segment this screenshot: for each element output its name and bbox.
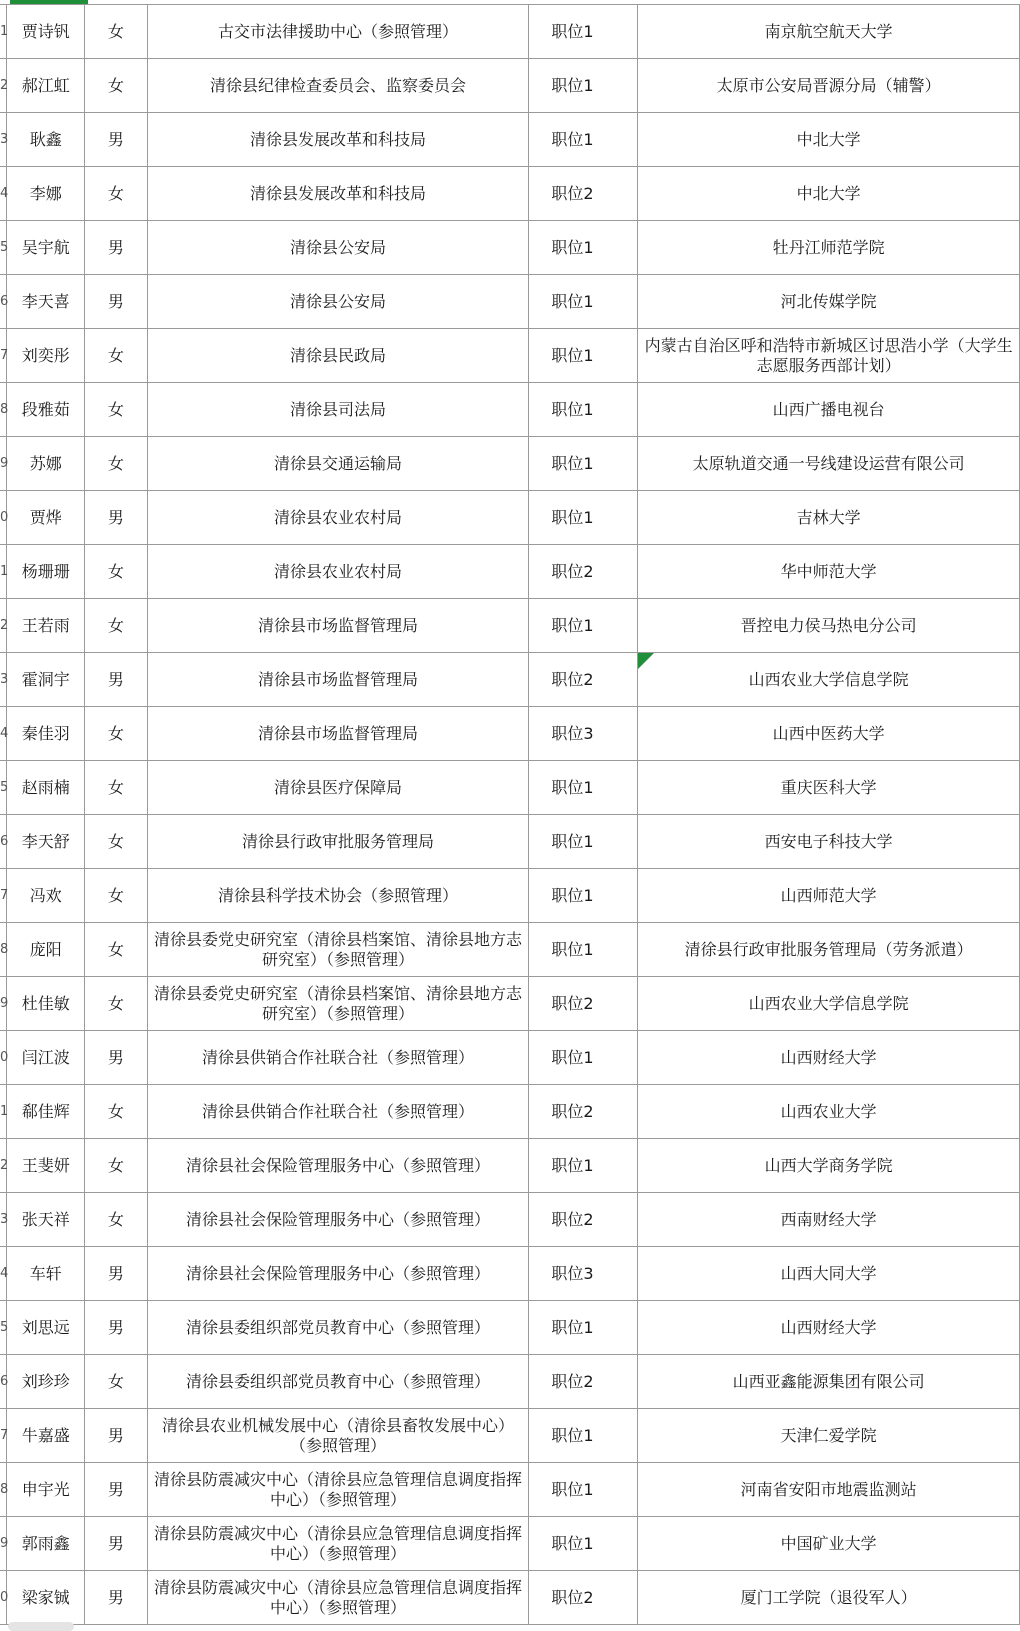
- position-cell[interactable]: 职位2: [529, 1355, 638, 1409]
- gender-cell[interactable]: 女: [85, 761, 147, 815]
- row-number-cell[interactable]: [0, 1355, 7, 1409]
- gender-cell[interactable]: 女: [85, 707, 147, 761]
- name-cell[interactable]: 李天舒: [7, 815, 85, 869]
- school-cell[interactable]: [638, 923, 1020, 977]
- unit-cell[interactable]: 清徐县市场监督管理局: [147, 653, 529, 707]
- table-row: [0, 5, 1020, 59]
- school-cell[interactable]: [638, 383, 1020, 437]
- position-cell[interactable]: 职位1: [529, 599, 638, 653]
- table-row: [0, 275, 1020, 329]
- position-cell[interactable]: 职位1: [529, 761, 638, 815]
- row-number: 8: [0, 1481, 9, 1497]
- school-text: 牡丹江师范学院: [772, 237, 885, 257]
- gender-cell[interactable]: 女: [85, 923, 147, 977]
- school-cell[interactable]: [638, 113, 1020, 167]
- school-text: 清徐县行政审批服务管理局（劳务派遣）: [684, 939, 973, 959]
- row-number: 8: [0, 401, 9, 417]
- gender-cell[interactable]: 男: [85, 1301, 147, 1355]
- unit-cell[interactable]: 清徐县司法局: [147, 383, 529, 437]
- name-cell[interactable]: 冯欢: [7, 869, 85, 923]
- name-cell[interactable]: 庞阳: [7, 923, 85, 977]
- name-cell[interactable]: 张天祥: [7, 1193, 85, 1247]
- school-cell[interactable]: [638, 275, 1020, 329]
- row-number: 1: [0, 1103, 9, 1119]
- school-cell[interactable]: [638, 1139, 1020, 1193]
- unit-cell[interactable]: 清徐县公安局: [147, 221, 529, 275]
- position-cell[interactable]: 职位1: [529, 815, 638, 869]
- gender-cell[interactable]: 男: [85, 653, 147, 707]
- school-cell[interactable]: [638, 5, 1020, 59]
- name-cell[interactable]: 吴宇航: [7, 221, 85, 275]
- unit-cell[interactable]: 清徐县防震减灾中心（清徐县应急管理信息调度指挥中心）（参照管理）: [147, 1571, 529, 1625]
- row-number-cell[interactable]: [0, 653, 7, 707]
- table-row: [0, 221, 1020, 275]
- school-text: 内蒙古自治区呼和浩特市新城区讨思浩小学（大学生志愿服务西部计划）: [644, 335, 1013, 375]
- table-row: [0, 491, 1020, 545]
- name-cell[interactable]: 梁家铖: [7, 1571, 85, 1625]
- unit-cell[interactable]: 清徐县委组织部党员教育中心（参照管理）: [147, 1355, 529, 1409]
- unit-cell[interactable]: 清徐县发展改革和科技局: [147, 167, 529, 221]
- name-cell[interactable]: 车轩: [7, 1247, 85, 1301]
- row-number: 5: [0, 779, 9, 795]
- row-number-cell[interactable]: [0, 167, 7, 221]
- position-cell[interactable]: 职位1: [529, 1301, 638, 1355]
- name-cell[interactable]: 郝江虹: [7, 59, 85, 113]
- table-row: [0, 923, 1020, 977]
- gender-cell[interactable]: 女: [85, 437, 147, 491]
- gender-cell[interactable]: 男: [85, 491, 147, 545]
- school-cell[interactable]: [638, 491, 1020, 545]
- position-cell[interactable]: 职位3: [529, 1247, 638, 1301]
- school-text: 山西师范大学: [780, 885, 877, 905]
- school-text: 山西大学商务学院: [764, 1155, 893, 1175]
- school-text: 西南财经大学: [780, 1209, 877, 1229]
- row-number-cell[interactable]: [0, 815, 7, 869]
- school-cell[interactable]: [638, 1409, 1020, 1463]
- unit-cell[interactable]: 清徐县农业机械发展中心（清徐县畜牧发展中心）（参照管理）: [147, 1409, 529, 1463]
- unit-cell[interactable]: 清徐县社会保险管理服务中心（参照管理）: [147, 1247, 529, 1301]
- position-cell[interactable]: 职位1: [529, 1463, 638, 1517]
- position-cell[interactable]: 职位1: [529, 275, 638, 329]
- gender-cell[interactable]: 女: [85, 977, 147, 1031]
- table-row: [0, 707, 1020, 761]
- table-row: [0, 761, 1020, 815]
- school-text: 厦门工学院（退役军人）: [740, 1587, 917, 1607]
- name-cell[interactable]: 贾诗钒: [7, 5, 85, 59]
- name-cell[interactable]: 申宇光: [7, 1463, 85, 1517]
- gender-cell[interactable]: 女: [85, 1355, 147, 1409]
- position-cell[interactable]: 职位2: [529, 167, 638, 221]
- school-cell[interactable]: [638, 1355, 1020, 1409]
- unit-cell[interactable]: 清徐县纪律检查委员会、监察委员会: [147, 59, 529, 113]
- name-cell[interactable]: 段雅茹: [7, 383, 85, 437]
- name-cell[interactable]: 王斐妍: [7, 1139, 85, 1193]
- school-text: 山西财经大学: [780, 1317, 877, 1337]
- row-number-cell[interactable]: [0, 1193, 7, 1247]
- gender-cell[interactable]: 男: [85, 1571, 147, 1625]
- row-number: 1: [0, 23, 9, 39]
- unit-cell[interactable]: 清徐县民政局: [147, 329, 529, 383]
- position-cell[interactable]: 职位1: [529, 1409, 638, 1463]
- position-cell[interactable]: 职位1: [529, 5, 638, 59]
- unit-cell[interactable]: 清徐县科学技术协会（参照管理）: [147, 869, 529, 923]
- row-number: 1: [0, 563, 9, 579]
- school-cell[interactable]: [638, 977, 1020, 1031]
- table-row: [0, 545, 1020, 599]
- table-row: [0, 59, 1020, 113]
- name-cell[interactable]: 王若雨: [7, 599, 85, 653]
- school-cell[interactable]: [638, 59, 1020, 113]
- unit-cell[interactable]: 清徐县发展改革和科技局: [147, 113, 529, 167]
- gender-cell[interactable]: 男: [85, 1409, 147, 1463]
- school-text: 华中师范大学: [780, 561, 877, 581]
- school-cell[interactable]: [638, 1571, 1020, 1625]
- comment-indicator-icon[interactable]: [638, 653, 654, 669]
- row-number-cell[interactable]: [0, 1031, 7, 1085]
- name-cell[interactable]: 霍洞宇: [7, 653, 85, 707]
- row-number-cell[interactable]: [0, 1409, 7, 1463]
- gender-cell[interactable]: 女: [85, 869, 147, 923]
- table-row: [0, 329, 1020, 383]
- table-row: [0, 1247, 1020, 1301]
- table-row: [0, 1031, 1020, 1085]
- position-cell[interactable]: 职位1: [529, 437, 638, 491]
- gender-cell[interactable]: 男: [85, 1031, 147, 1085]
- gender-cell[interactable]: 男: [85, 1463, 147, 1517]
- row-number-cell[interactable]: [0, 599, 7, 653]
- school-cell[interactable]: [638, 761, 1020, 815]
- table-row: [0, 977, 1020, 1031]
- table-row: [0, 383, 1020, 437]
- position-cell[interactable]: 职位1: [529, 869, 638, 923]
- position-cell[interactable]: 职位2: [529, 653, 638, 707]
- table-row: [0, 1301, 1020, 1355]
- name-cell[interactable]: 郗佳辉: [7, 1085, 85, 1139]
- school-text: 中北大学: [796, 183, 861, 203]
- position-cell[interactable]: 职位2: [529, 1193, 638, 1247]
- school-cell[interactable]: [638, 437, 1020, 491]
- school-text: 南京航空航天大学: [764, 21, 893, 41]
- row-number: 9: [0, 995, 9, 1011]
- table-row: [0, 869, 1020, 923]
- name-cell[interactable]: 杜佳敏: [7, 977, 85, 1031]
- name-cell[interactable]: 秦佳羽: [7, 707, 85, 761]
- unit-cell[interactable]: 清徐县市场监督管理局: [147, 707, 529, 761]
- position-cell[interactable]: 职位1: [529, 491, 638, 545]
- school-cell[interactable]: [638, 707, 1020, 761]
- row-number: 9: [0, 455, 9, 471]
- gender-cell[interactable]: 女: [85, 329, 147, 383]
- row-number: 4: [0, 1265, 9, 1281]
- school-cell[interactable]: [638, 1085, 1020, 1139]
- school-text: 山西农业大学信息学院: [748, 993, 909, 1013]
- school-cell[interactable]: [638, 167, 1020, 221]
- gender-cell[interactable]: 女: [85, 815, 147, 869]
- gender-cell[interactable]: 女: [85, 383, 147, 437]
- row-number: 3: [0, 671, 9, 687]
- school-text: 山西中医药大学: [772, 723, 885, 743]
- row-number: 3: [0, 1211, 9, 1227]
- gender-cell[interactable]: 女: [85, 59, 147, 113]
- position-cell[interactable]: 职位1: [529, 1517, 638, 1571]
- school-cell[interactable]: [638, 1193, 1020, 1247]
- name-cell[interactable]: 耿鑫: [7, 113, 85, 167]
- horizontal-scrollbar[interactable]: [8, 1622, 74, 1631]
- position-cell[interactable]: 职位1: [529, 383, 638, 437]
- row-number: 5: [0, 1319, 9, 1335]
- unit-cell[interactable]: 清徐县防震减灾中心（清徐县应急管理信息调度指挥中心）（参照管理）: [147, 1517, 529, 1571]
- row-number: 4: [0, 725, 9, 741]
- table-row: [0, 1517, 1020, 1571]
- row-number: 2: [0, 617, 9, 633]
- position-cell[interactable]: 职位1: [529, 923, 638, 977]
- school-cell[interactable]: [638, 599, 1020, 653]
- row-number-cell[interactable]: [0, 1571, 7, 1625]
- position-cell[interactable]: 职位1: [529, 113, 638, 167]
- row-number-cell[interactable]: [0, 275, 7, 329]
- row-number: 6: [0, 1373, 9, 1389]
- row-number: 7: [0, 887, 9, 903]
- row-number: 5: [0, 239, 9, 255]
- table-row: [0, 815, 1020, 869]
- position-cell[interactable]: 职位2: [529, 545, 638, 599]
- unit-cell[interactable]: 清徐县公安局: [147, 275, 529, 329]
- school-cell[interactable]: [638, 329, 1020, 383]
- row-number-cell[interactable]: [0, 1139, 7, 1193]
- row-number-cell[interactable]: [0, 707, 7, 761]
- unit-cell[interactable]: 古交市法律援助中心（参照管理）: [147, 5, 529, 59]
- school-cell[interactable]: [638, 221, 1020, 275]
- unit-cell[interactable]: 清徐县供销合作社联合社（参照管理）: [147, 1085, 529, 1139]
- row-number: 9: [0, 1535, 9, 1551]
- position-cell[interactable]: 职位1: [529, 221, 638, 275]
- unit-cell[interactable]: 清徐县交通运输局: [147, 437, 529, 491]
- name-cell[interactable]: 赵雨楠: [7, 761, 85, 815]
- gender-cell[interactable]: 女: [85, 167, 147, 221]
- row-number-cell[interactable]: [0, 1247, 7, 1301]
- unit-cell[interactable]: 清徐县农业农村局: [147, 491, 529, 545]
- row-number-cell[interactable]: [0, 5, 7, 59]
- unit-cell[interactable]: 清徐县农业农村局: [147, 545, 529, 599]
- unit-cell[interactable]: 清徐县委党史研究室（清徐县档案馆、清徐县地方志研究室）（参照管理）: [147, 923, 529, 977]
- row-number-cell[interactable]: [0, 59, 7, 113]
- row-number: 8: [0, 941, 9, 957]
- row-number-cell[interactable]: [0, 383, 7, 437]
- row-number-cell[interactable]: [0, 1517, 7, 1571]
- position-cell[interactable]: 职位3: [529, 707, 638, 761]
- row-number: 3: [0, 131, 9, 147]
- table-row: [0, 167, 1020, 221]
- school-text: 太原轨道交通一号线建设运营有限公司: [692, 453, 965, 473]
- gender-cell[interactable]: 女: [85, 599, 147, 653]
- table-row: [0, 1355, 1020, 1409]
- row-number: 7: [0, 347, 9, 363]
- row-number-cell[interactable]: [0, 869, 7, 923]
- position-cell[interactable]: 职位1: [529, 59, 638, 113]
- row-number-cell[interactable]: [0, 1463, 7, 1517]
- school-text: 山西财经大学: [780, 1047, 877, 1067]
- school-cell[interactable]: [638, 869, 1020, 923]
- position-cell[interactable]: 职位1: [529, 1139, 638, 1193]
- unit-cell[interactable]: 清徐县委党史研究室（清徐县档案馆、清徐县地方志研究室）（参照管理）: [147, 977, 529, 1031]
- name-cell[interactable]: 刘珍珍: [7, 1355, 85, 1409]
- school-cell[interactable]: [638, 1247, 1020, 1301]
- school-text: 晋控电力侯马热电分公司: [740, 615, 917, 635]
- school-cell[interactable]: [638, 1463, 1020, 1517]
- row-number-cell[interactable]: [0, 545, 7, 599]
- row-number-cell[interactable]: [0, 329, 7, 383]
- row-number: 0: [0, 1049, 9, 1065]
- candidate-table: [0, 4, 1020, 1625]
- school-text: 山西农业大学信息学院: [748, 669, 909, 689]
- unit-cell[interactable]: 清徐县社会保险管理服务中心（参照管理）: [147, 1139, 529, 1193]
- unit-cell[interactable]: 清徐县防震减灾中心（清徐县应急管理信息调度指挥中心）（参照管理）: [147, 1463, 529, 1517]
- row-number-cell[interactable]: [0, 977, 7, 1031]
- name-cell[interactable]: 牛嘉盛: [7, 1409, 85, 1463]
- row-number-cell[interactable]: [0, 221, 7, 275]
- school-text: 河南省安阳市地震监测站: [740, 1479, 917, 1499]
- row-number-cell[interactable]: [0, 437, 7, 491]
- gender-cell[interactable]: 女: [85, 5, 147, 59]
- table-row: [0, 1085, 1020, 1139]
- school-cell[interactable]: [638, 815, 1020, 869]
- school-cell[interactable]: [638, 545, 1020, 599]
- row-number: 7: [0, 1427, 9, 1443]
- unit-cell[interactable]: 清徐县委组织部党员教育中心（参照管理）: [147, 1301, 529, 1355]
- name-cell[interactable]: 郭雨鑫: [7, 1517, 85, 1571]
- row-number-cell[interactable]: [0, 1085, 7, 1139]
- gender-cell[interactable]: 男: [85, 1517, 147, 1571]
- school-text: 吉林大学: [796, 507, 861, 527]
- school-text: 山西广播电视台: [772, 399, 885, 419]
- table-row: [0, 1463, 1020, 1517]
- table-row: [0, 653, 1020, 707]
- table-row: [0, 1193, 1020, 1247]
- name-cell[interactable]: 刘奕彤: [7, 329, 85, 383]
- unit-cell[interactable]: 清徐县医疗保障局: [147, 761, 529, 815]
- gender-cell[interactable]: 男: [85, 1247, 147, 1301]
- row-number: 6: [0, 833, 9, 849]
- gender-cell[interactable]: 男: [85, 113, 147, 167]
- table-row: [0, 599, 1020, 653]
- unit-cell[interactable]: 清徐县供销合作社联合社（参照管理）: [147, 1031, 529, 1085]
- table-row: [0, 113, 1020, 167]
- gender-cell[interactable]: 女: [85, 1193, 147, 1247]
- school-text: 重庆医科大学: [780, 777, 877, 797]
- school-text: 西安电子科技大学: [764, 831, 893, 851]
- table-row: [0, 437, 1020, 491]
- row-number-cell[interactable]: [0, 761, 7, 815]
- position-cell[interactable]: 职位1: [529, 1031, 638, 1085]
- row-number-cell[interactable]: [0, 1301, 7, 1355]
- school-cell[interactable]: [638, 653, 1020, 707]
- school-text: 山西农业大学: [780, 1101, 877, 1121]
- school-cell[interactable]: [638, 1031, 1020, 1085]
- row-number: 6: [0, 293, 9, 309]
- school-text: 河北传媒学院: [780, 291, 877, 311]
- unit-cell[interactable]: 清徐县社会保险管理服务中心（参照管理）: [147, 1193, 529, 1247]
- row-number-cell[interactable]: [0, 923, 7, 977]
- school-text: 中北大学: [796, 129, 861, 149]
- school-text: 天津仁爱学院: [780, 1425, 877, 1445]
- gender-cell[interactable]: 女: [85, 1139, 147, 1193]
- name-cell[interactable]: 刘思远: [7, 1301, 85, 1355]
- school-text: 山西大同大学: [780, 1263, 877, 1283]
- school-cell[interactable]: [638, 1517, 1020, 1571]
- table-row: [0, 1571, 1020, 1625]
- position-cell[interactable]: 职位2: [529, 977, 638, 1031]
- row-number: 0: [0, 509, 9, 525]
- unit-cell[interactable]: 清徐县市场监督管理局: [147, 599, 529, 653]
- table-row: [0, 1139, 1020, 1193]
- gender-cell[interactable]: 女: [85, 1085, 147, 1139]
- position-cell[interactable]: 职位2: [529, 1085, 638, 1139]
- school-text: 山西亚鑫能源集团有限公司: [732, 1371, 925, 1391]
- school-text: 中国矿业大学: [780, 1533, 877, 1553]
- name-cell[interactable]: 贾烨: [7, 491, 85, 545]
- gender-cell[interactable]: 男: [85, 221, 147, 275]
- unit-cell[interactable]: 清徐县行政审批服务管理局: [147, 815, 529, 869]
- row-number: 4: [0, 185, 9, 201]
- table-row: [0, 1409, 1020, 1463]
- name-cell[interactable]: 李娜: [7, 167, 85, 221]
- row-number-cell[interactable]: [0, 113, 7, 167]
- school-text: 太原市公安局晋源分局（辅警）: [716, 75, 941, 95]
- name-cell[interactable]: 李天喜: [7, 275, 85, 329]
- position-cell[interactable]: 职位1: [529, 329, 638, 383]
- row-number-cell[interactable]: [0, 491, 7, 545]
- school-cell[interactable]: [638, 1301, 1020, 1355]
- name-cell[interactable]: 杨珊珊: [7, 545, 85, 599]
- row-number: 2: [0, 77, 9, 93]
- name-cell[interactable]: 苏娜: [7, 437, 85, 491]
- row-number: 0: [0, 1589, 9, 1605]
- name-cell[interactable]: 闫江波: [7, 1031, 85, 1085]
- row-number: 2: [0, 1157, 9, 1173]
- position-cell[interactable]: 职位2: [529, 1571, 638, 1625]
- gender-cell[interactable]: 女: [85, 545, 147, 599]
- gender-cell[interactable]: 男: [85, 275, 147, 329]
